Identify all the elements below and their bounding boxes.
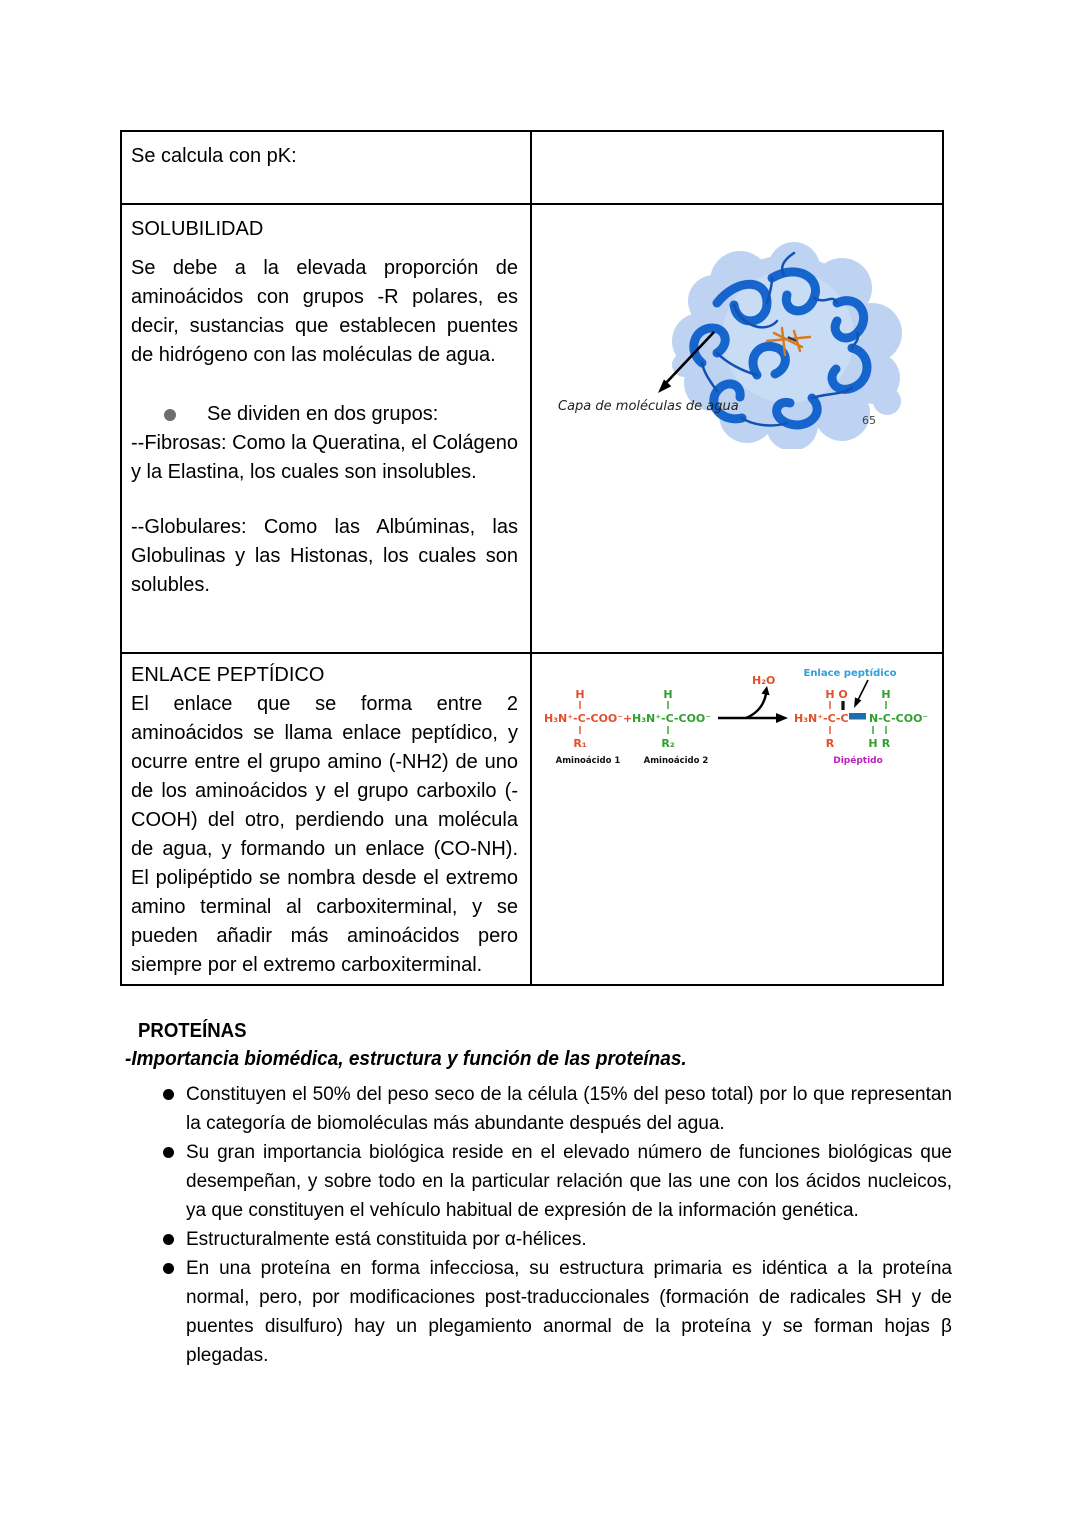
globular-paragraph: --Globulares: Como las Albúminas, las Globulinas y las Histonas, los cuales son solubles. bbox=[131, 516, 518, 596]
list-item-text: Su gran importancia biológica reside en el elevado número de funciones biológicas que desempeñan, y sobre todo en la particular relación que las une con los ácidos nucleicos, ya que constituyen el vehículo habitual de expresión de la información genética. bbox=[186, 1142, 952, 1221]
prod-h1: H bbox=[825, 688, 835, 701]
prod-hn: H bbox=[868, 737, 878, 750]
aa1-label: Aminoácido 1 bbox=[555, 756, 621, 766]
content-table bbox=[120, 130, 944, 986]
bullet-dot-icon bbox=[163, 1234, 174, 1245]
dipeptide-label: Dipéptido bbox=[833, 756, 883, 766]
reaction-arrow bbox=[718, 686, 788, 723]
cell-enlace bbox=[121, 653, 531, 985]
peptide-bond-highlight bbox=[849, 713, 866, 720]
list-item-text: Constituyen el 50% del peso seco de la célula (15% del peso total) por lo que representan la categoría de biomoléculas más abundante después del agua. bbox=[186, 1084, 952, 1134]
aa2-formula: H₃N⁺-C-COO⁻ bbox=[632, 712, 712, 725]
proteins-section bbox=[120, 1018, 952, 1370]
groups-bullet-line bbox=[131, 400, 518, 429]
bullet-dot-icon bbox=[164, 409, 176, 421]
prod-right-formula: N-C-COO⁻ bbox=[869, 712, 929, 725]
dipeptide bbox=[794, 688, 928, 766]
aa1-r: R₁ bbox=[573, 737, 587, 750]
proteins-bullet-list bbox=[120, 1080, 952, 1370]
figure-caption: Capa de moléculas de agua bbox=[558, 399, 739, 414]
cell-pk bbox=[121, 131, 531, 204]
aa2-r: R₂ bbox=[661, 737, 675, 750]
list-item bbox=[120, 1138, 952, 1225]
solubility-paragraph: Se debe a la elevada proporción de aminoácidos con grupos -R polares, es decir, sustancias que establecen puentes de hidrógeno con las moléculas de agua. bbox=[131, 257, 518, 366]
figure-page-number: 65 bbox=[862, 414, 876, 427]
peptide-bond-paragraph: El enlace que se forma entre 2 aminoácidos se llama enlace peptídico, y ocurre entre el grupo amino (-NH2) de uno de los aminoácidos y el grupo carboxilo (-COOH) del otro, perdiendo una molécula de agua, y formando un enlace (CO-NH). El polipéptido se nombra desde el extremo amino terminal al carboxiterminal, y se pueden añadir más aminoácidos pero siempre por el extremo carboxiterminal. bbox=[131, 693, 518, 976]
prod-left-formula: H₃N⁺-C-C bbox=[794, 712, 849, 725]
amino-acid-2 bbox=[632, 688, 711, 766]
cell-protein-figure bbox=[531, 204, 943, 653]
bullet-dot-icon bbox=[163, 1263, 174, 1274]
prod-h2: H bbox=[881, 688, 891, 701]
peptide-reaction-diagram bbox=[536, 660, 938, 776]
table-row bbox=[121, 653, 943, 985]
plus-sign: + bbox=[623, 712, 633, 725]
list-item-text: Estructuralmente está constituida por α-hélices. bbox=[186, 1229, 587, 1250]
cell-solubilidad bbox=[121, 204, 531, 653]
proteins-heading: PROTEÍNAS bbox=[138, 1020, 247, 1042]
bullet-dot-icon bbox=[163, 1147, 174, 1158]
table-row bbox=[121, 204, 943, 653]
list-item-text: En una proteína en forma infecciosa, su estructura primaria es idéntica a la proteína normal, pero, por modificaciones post-traduccionales (formación de radicales SH y de puentes disulfuro) hay un plegamiento anormal de la proteína y se forman hojas β plegadas. bbox=[186, 1258, 952, 1366]
cell-reaction-diagram bbox=[531, 653, 943, 985]
aa2-h: H bbox=[663, 688, 673, 701]
fibrous-paragraph: --Fibrosas: Como la Queratina, el Colágeno y la Elastina, los cuales son insolubles. bbox=[131, 432, 518, 483]
bond-label: Enlace peptídico bbox=[803, 668, 897, 679]
groups-bullet-text: Se dividen en dos grupos: bbox=[207, 403, 439, 425]
bullet-dot-icon bbox=[163, 1089, 174, 1100]
amino-acid-1 bbox=[544, 688, 623, 766]
table-row bbox=[121, 131, 943, 204]
prod-r2: R bbox=[881, 737, 891, 750]
aa1-formula: H₃N⁺-C-COO⁻ bbox=[544, 712, 624, 725]
pk-text: Se calcula con pK: bbox=[131, 145, 297, 167]
prod-o: O bbox=[838, 688, 848, 701]
list-item bbox=[120, 1225, 952, 1254]
cell-pk-empty bbox=[531, 131, 943, 204]
protein-figure bbox=[542, 233, 938, 449]
aa1-h: H bbox=[575, 688, 585, 701]
list-item bbox=[120, 1254, 952, 1370]
solubility-heading: SOLUBILIDAD bbox=[131, 218, 264, 240]
prod-r1: R bbox=[825, 737, 835, 750]
water-label: H₂O bbox=[752, 674, 776, 687]
proteins-subheading: -Importancia biomédica, estructura y función de las proteínas. bbox=[125, 1048, 687, 1070]
peptide-bond-heading: ENLACE PEPTÍDICO bbox=[131, 664, 325, 686]
aa2-label: Aminoácido 2 bbox=[643, 756, 709, 766]
list-item bbox=[120, 1080, 952, 1138]
